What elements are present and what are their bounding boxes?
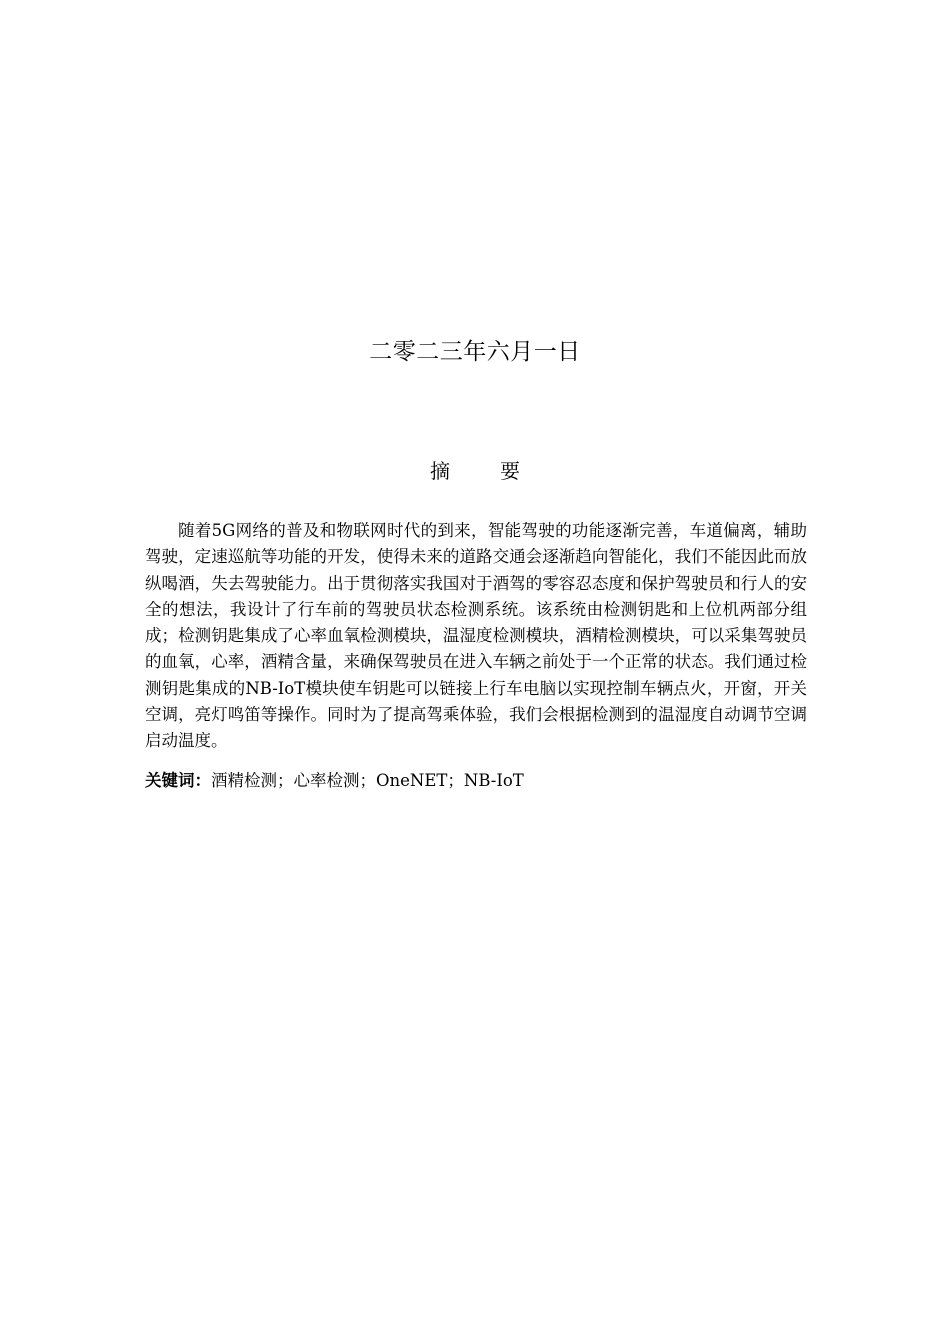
keywords-value: 酒精检测；心率检测；OneNET；NB-IoT	[211, 771, 524, 790]
date-line: 二零二三年六月一日	[369, 339, 581, 365]
keywords-label: 关键词：	[145, 771, 211, 790]
abstract-heading	[0, 454, 950, 488]
abstract-heading-char-1: 摘	[430, 459, 450, 483]
abstract-body: 随着5G网络的普及和物联网时代的到来，智能驾驶的功能逐渐完善，车道偏离，辅助驾驶，定速巡航等功能的开发，使得未来的道路交通会逐渐趋向智能化，我们不能因此而放纵喝酒，失去驾驶能力。出于贯彻落实我国对于酒驾的零容忍态度和保护驾驶员和行人的安全的想法，我设计了行车前的驾驶员状态检测系统。该系统由检测钥匙和上位机两部分组成；检测钥匙集成了心率血氧检测模块，温湿度检测模块，酒精检测模块，可以采集驾驶员的血氧，心率，酒精含量，来确保驾驶员在进入车辆之前处于一个正常的状态。我们通过检测钥匙集成的NB-IoT模块使车钥匙可以链接上行车电脑以实现控制车辆点火，开窗，开关空调，亮灯鸣笛等操作。同时为了提高驾乘体验，我们会根据检测到的温湿度自动调节空调启动温度。	[145, 521, 807, 751]
abstract-heading-char-2: 要	[500, 459, 520, 483]
keywords-line	[145, 768, 807, 794]
